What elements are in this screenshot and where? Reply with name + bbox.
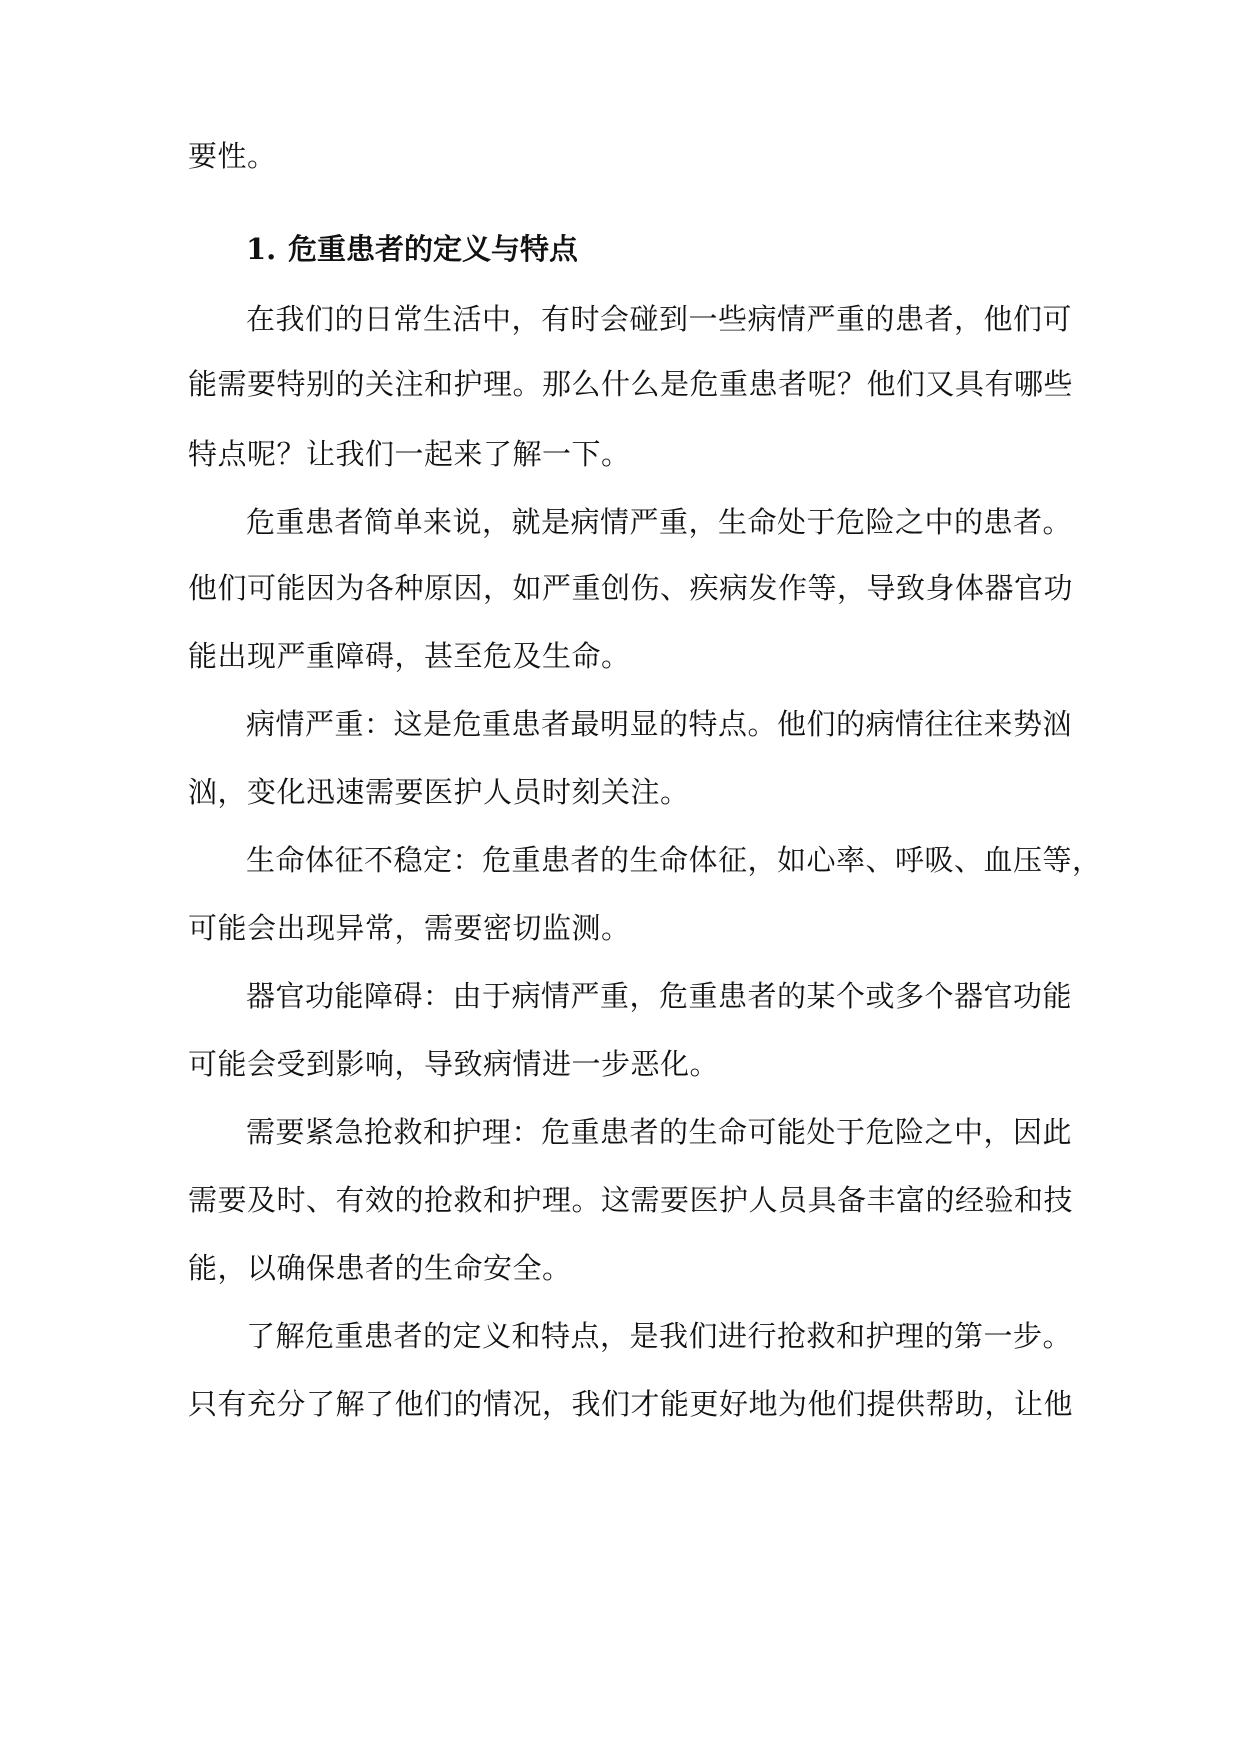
paragraph-line: 需要紧急抢救和护理：危重患者的生命可能处于危险之中，因此 — [246, 1115, 1073, 1149]
section-heading — [246, 229, 578, 269]
paragraph-line: 病情严重：这是危重患者最明显的特点。他们的病情往往来势汹 — [246, 707, 1073, 741]
paragraph-line: 可能会出现异常，需要密切监测。 — [188, 911, 631, 945]
paragraph-line: 可能会受到影响，导致病情进一步恶化。 — [188, 1047, 720, 1081]
paragraph-line: 了解危重患者的定义和特点，是我们进行抢救和护理的第一步。 — [246, 1319, 1073, 1353]
paragraph-line: 生命体征不稳定：危重患者的生命体征，如心率、呼吸、血压等， — [246, 843, 1102, 877]
paragraph-line: 需要及时、有效的抢救和护理。这需要医护人员具备丰富的经验和技 — [188, 1183, 1074, 1217]
heading-number: 1. — [246, 232, 277, 266]
paragraph-line: 他们可能因为各种原因，如严重创伤、疾病发作等，导致身体器官功 — [188, 571, 1074, 605]
paragraph-line: 要性。 — [188, 139, 277, 173]
paragraph-line: 能出现严重障碍，甚至危及生命。 — [188, 639, 631, 673]
paragraph-line: 特点呢？让我们一起来了解一下。 — [188, 437, 631, 471]
paragraph-line: 器官功能障碍：由于病情严重，危重患者的某个或多个器官功能 — [246, 979, 1073, 1013]
paragraph-line: 危重患者简单来说，就是病情严重，生命处于危险之中的患者。 — [246, 505, 1073, 539]
paragraph-line: 在我们的日常生活中，有时会碰到一些病情严重的患者，他们可 — [246, 302, 1073, 336]
paragraph-line: 汹，变化迅速需要医护人员时刻关注。 — [188, 775, 690, 809]
paragraph-line: 能，以确保患者的生命安全。 — [188, 1251, 572, 1285]
paragraph-line: 只有充分了解了他们的情况，我们才能更好地为他们提供帮助，让他 — [188, 1387, 1074, 1421]
paragraph-line: 能需要特别的关注和护理。那么什么是危重患者呢？他们又具有哪些 — [188, 367, 1074, 401]
heading-text: 危重患者的定义与特点 — [288, 232, 579, 266]
